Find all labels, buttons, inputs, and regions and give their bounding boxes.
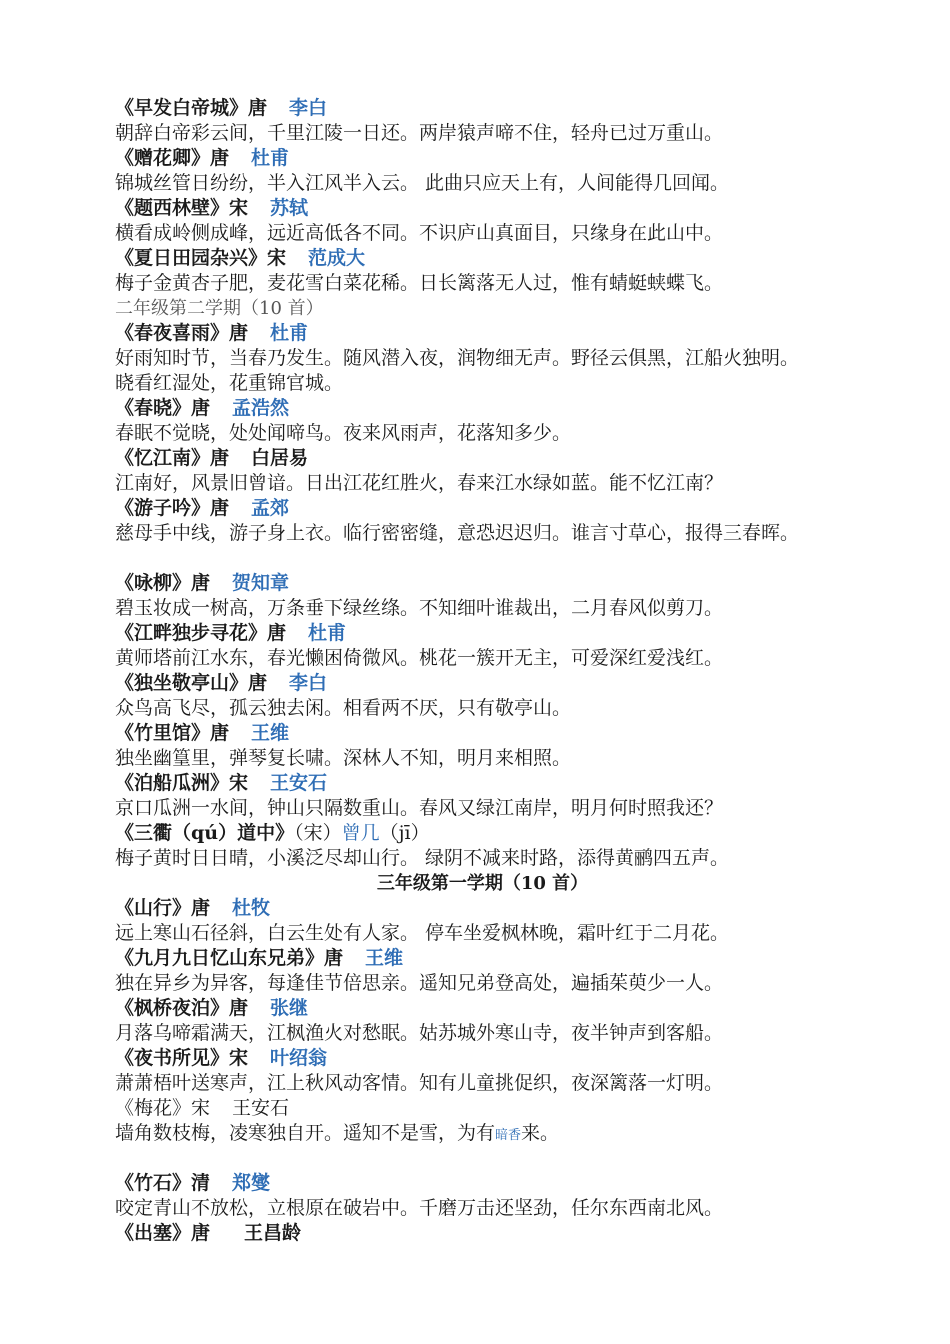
- poem-author: 郑燮: [232, 1172, 271, 1194]
- poem-title-line: [115, 771, 850, 796]
- poem-text: 月落乌啼霜满天，江枫渔火对愁眠。姑苏城外寒山寺，夜半钟声到客船。: [115, 1022, 724, 1044]
- poem-text: 梅子金黄杏子肥，麦花雪白菜花稀。日长篱落无人过，惟有蜻蜓蛱蝶飞。: [115, 272, 724, 294]
- poem-author: 王安石: [232, 1097, 290, 1119]
- poem-text: 横看成岭侧成峰，远近高低各不同。不识庐山真面目，只缘身在此山中。: [115, 222, 724, 244]
- poem-title: 《梅花》宋: [115, 1097, 211, 1119]
- poem-title: 《竹石》清: [115, 1172, 211, 1194]
- blank-line: [115, 546, 850, 571]
- poem-text: 独在异乡为异客，每逢佳节倍思亲。遥知兄弟登高处，遍插茱萸少一人。: [115, 972, 724, 994]
- poem-text: 咬定青山不放松，立根原在破岩中。千磨万击还坚劲，任尔东西南北风。: [115, 1197, 724, 1219]
- poem-title: 《三衢（qú）道中》: [115, 822, 295, 844]
- poem-title-line: [115, 1096, 850, 1121]
- poem-text: 慈母手中线，游子身上衣。临行密密缝，意恐迟迟归。谁言寸草心，报得三春晖。: [115, 522, 800, 544]
- poem-text-part: 来。: [521, 1122, 560, 1144]
- poem-title-line: [115, 946, 850, 971]
- poem-title-line: [115, 196, 850, 221]
- poem-title-line: [115, 1221, 850, 1246]
- poem-author: 李白: [289, 672, 328, 694]
- poem-author: 杜甫: [251, 147, 290, 169]
- poem-title-line: [115, 671, 850, 696]
- poem-author: 王维: [365, 947, 404, 969]
- poem-title: 《咏柳》唐: [115, 572, 211, 594]
- poem-author: 杜甫: [270, 322, 309, 344]
- poem-text: 黄师塔前江水东，春光懒困倚微风。桃花一簇开无主，可爱深红爱浅红。: [115, 647, 724, 669]
- poem-title: 《春晓》唐: [115, 397, 211, 419]
- poem-author: 王安石: [270, 772, 328, 794]
- poem-author: 贺知章: [232, 572, 290, 594]
- poem-title-line: [115, 321, 850, 346]
- poem-title: 《出塞》唐: [115, 1222, 211, 1244]
- poem-dynasty: （宋）: [294, 822, 342, 844]
- poem-text: 江南好，风景旧曾谙。日出江花红胜火，春来江水绿如蓝。能不忆江南？: [115, 472, 724, 494]
- poem-text-small: 暗香: [495, 1128, 522, 1143]
- poem-text: 京口瓜洲一水间，钟山只隔数重山。春风又绿江南岸，明月何时照我还？: [115, 797, 724, 819]
- poem-title-line: [115, 446, 850, 471]
- poem-author: 叶绍翁: [270, 1047, 328, 1069]
- poem-title: 《题西林壁》宋: [115, 197, 249, 219]
- poem-text-part: 墙角数枝梅，凌寒独自开。遥知不是雪，为有: [115, 1122, 496, 1144]
- poem-title-line: [115, 1171, 850, 1196]
- poem-text: 远上寒山石径斜，白云生处有人家。 停车坐爱枫林晚，霜叶红于二月花。: [115, 922, 730, 944]
- poem-title-line: [115, 146, 850, 171]
- poem-author: 张继: [270, 997, 309, 1019]
- poem-title-line: [115, 396, 850, 421]
- poem-author: 曾几: [341, 822, 380, 844]
- poem-text: 萧萧梧叶送寒声，江上秋风动客情。知有儿童挑促织，夜深篱落一灯明。: [115, 1072, 724, 1094]
- section-heading: 二年级第二学期（10 首）: [115, 298, 324, 319]
- document-page: [115, 96, 850, 1246]
- poem-text: 独坐幽篁里，弹琴复长啸。深林人不知，明月来相照。: [115, 747, 572, 769]
- section-heading: 三年级第一学期（10 首）: [376, 873, 589, 894]
- poem-title: 《早发白帝城》唐: [115, 97, 268, 119]
- poem-title: 《夜书所见》宋: [115, 1047, 249, 1069]
- pinyin-note: （jī）: [379, 822, 430, 844]
- poem-text: 朝辞白帝彩云间，千里江陵一日还。两岸猿声啼不住，轻舟已过万重山。: [115, 122, 724, 144]
- poem-text: 众鸟高飞尽，孤云独去闲。相看两不厌，只有敬亭山。: [115, 697, 572, 719]
- poem-author: 李白: [289, 97, 328, 119]
- poem-title-line: [115, 571, 850, 596]
- poem-author: 范成大: [308, 247, 366, 269]
- poem-author: 王维: [251, 722, 290, 744]
- poem-author: 王昌龄: [244, 1222, 302, 1244]
- poem-text: 锦城丝管日纷纷，半入江风半入云。 此曲只应天上有，人间能得几回闻。: [115, 172, 730, 194]
- poem-author: 孟郊: [251, 497, 290, 519]
- poem-title-line: [115, 821, 850, 846]
- poem-text: [115, 1121, 850, 1146]
- poem-title: 《忆江南》唐: [115, 447, 230, 469]
- poem-title: 《赠花卿》唐: [115, 147, 230, 169]
- poem-title-line: [115, 996, 850, 1021]
- poem-title: 《九月九日忆山东兄弟》唐: [115, 947, 344, 969]
- poem-text: 春眠不觉晓，处处闻啼鸟。夜来风雨声，花落知多少。: [115, 422, 572, 444]
- poem-title-line: [115, 246, 850, 271]
- poem-title: 《江畔独步寻花》唐: [115, 622, 287, 644]
- poem-title: 《夏日田园杂兴》宋: [115, 247, 287, 269]
- poem-author: 孟浩然: [232, 397, 290, 419]
- poem-author: 杜甫: [308, 622, 347, 644]
- poem-title-line: [115, 721, 850, 746]
- poem-title: 《游子吟》唐: [115, 497, 230, 519]
- poem-title: 《山行》唐: [115, 897, 211, 919]
- poem-title: 《春夜喜雨》唐: [115, 322, 249, 344]
- poem-title-line: [115, 1046, 850, 1071]
- poem-title-line: [115, 96, 850, 121]
- poem-title-line: [115, 496, 850, 521]
- poem-title-line: [115, 896, 850, 921]
- poem-title: 《枫桥夜泊》唐: [115, 997, 249, 1019]
- poem-text: 晓看红湿处，花重锦官城。: [115, 372, 344, 394]
- poem-text: 好雨知时节，当春乃发生。随风潜入夜，润物细无声。野径云俱黑，江船火独明。: [115, 347, 800, 369]
- blank-line: [115, 1146, 850, 1171]
- poem-author: 杜牧: [232, 897, 271, 919]
- poem-author: 白居易: [251, 447, 309, 469]
- poem-title-line: [115, 621, 850, 646]
- poem-title: 《竹里馆》唐: [115, 722, 230, 744]
- poem-title: 《独坐敬亭山》唐: [115, 672, 268, 694]
- poem-text: 梅子黄时日日晴，小溪泛尽却山行。 绿阴不减来时路，添得黄鹂四五声。: [115, 847, 730, 869]
- poem-text: 碧玉妆成一树高，万条垂下绿丝绦。不知细叶谁裁出，二月春风似剪刀。: [115, 597, 724, 619]
- poem-title: 《泊船瓜洲》宋: [115, 772, 249, 794]
- poem-author: 苏轼: [270, 197, 309, 219]
